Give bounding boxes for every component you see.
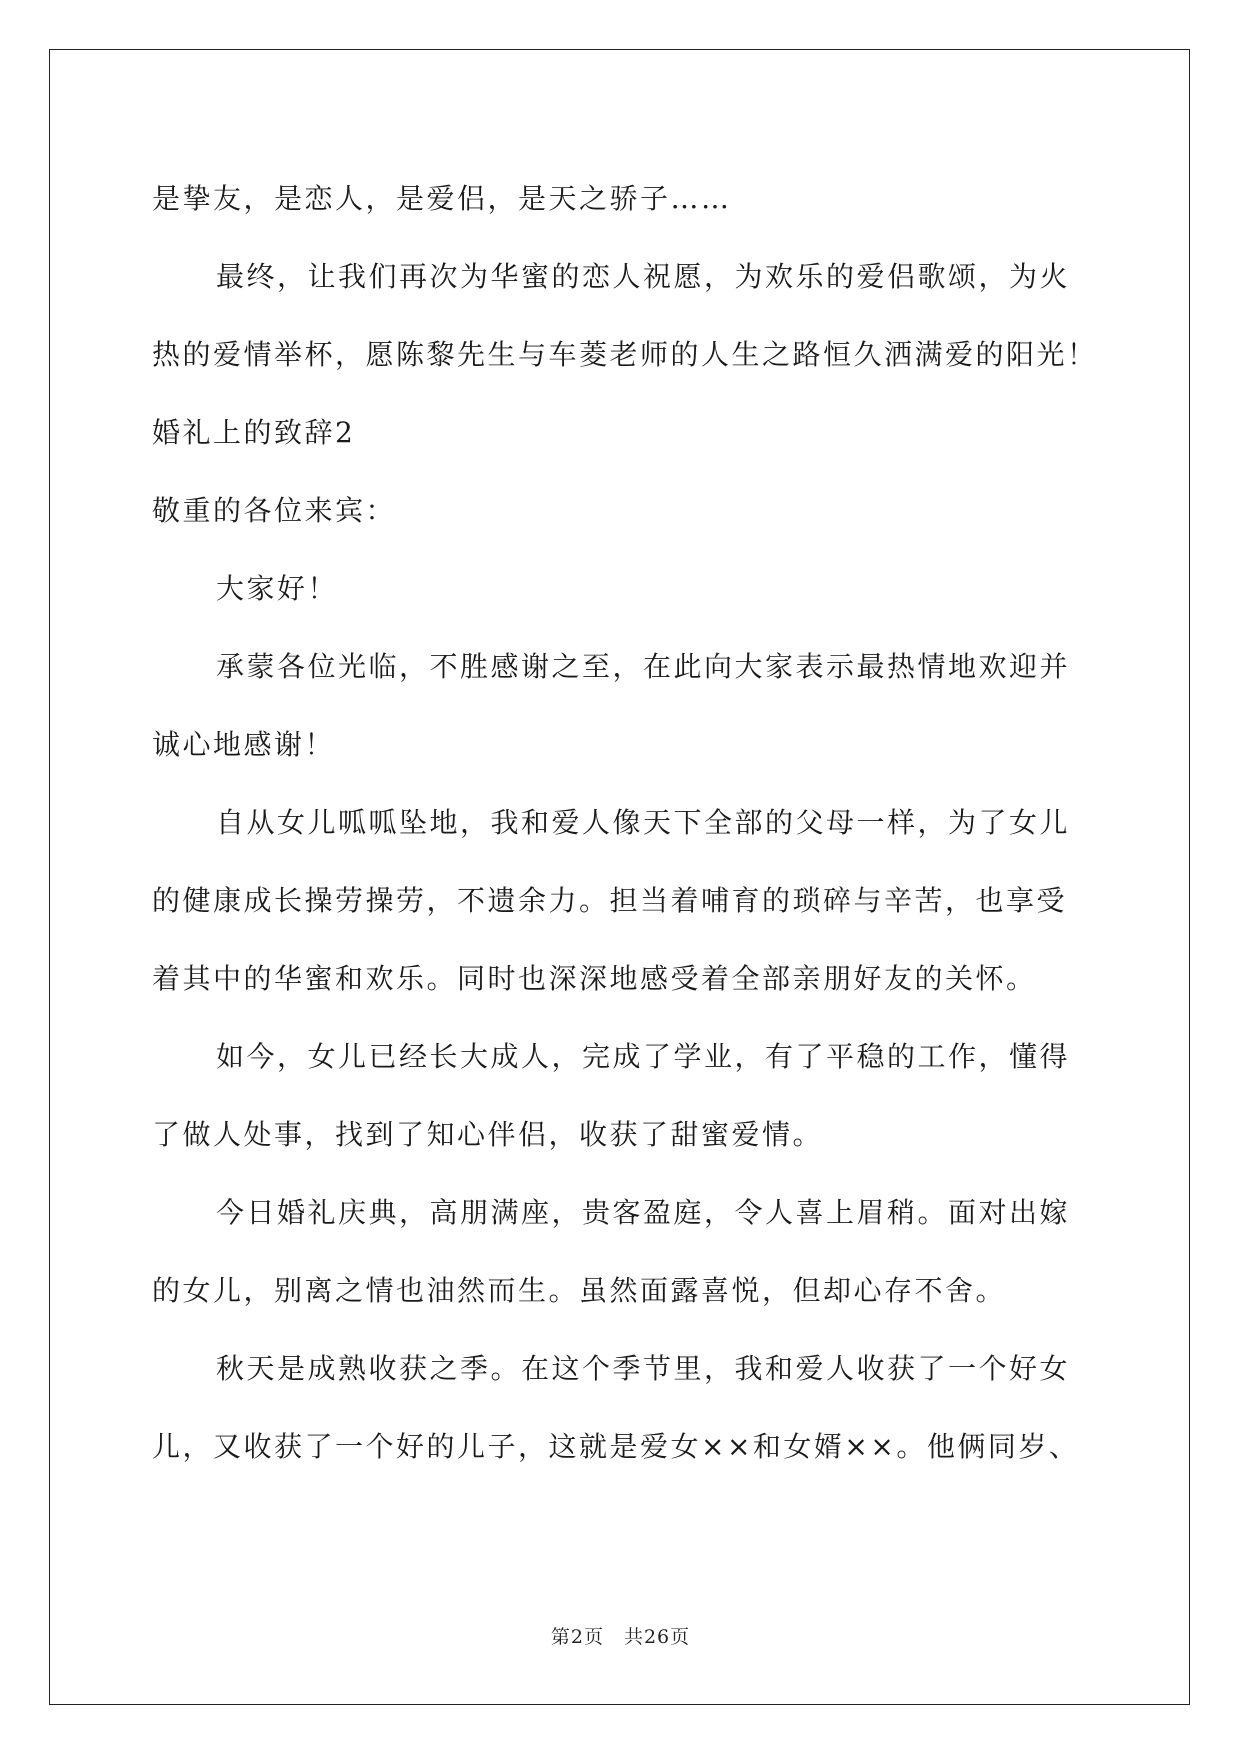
greeting: 大家好！ (216, 572, 339, 605)
text-line: 秋天是成熟收获之季。在这个季节里，我和爱人收获了一个好女 (216, 1352, 1071, 1385)
text-line: 诚心地感谢！ (152, 728, 336, 761)
text-line: 热的爱情举杯，愿陈黎先生与车菱老师的人生之路恒久洒满爱的阳光！ (152, 338, 1098, 371)
text-line: 如今，女儿已经长大成人，完成了学业，有了平稳的工作，懂得 (216, 1040, 1071, 1073)
page-number: 第2页 共26页 (550, 1626, 691, 1648)
text-line: 了做人处事，找到了知心伴侣，收获了甜蜜爱情。 (152, 1118, 824, 1151)
text-line: 儿，又收获了一个好的儿子，这就是爱女××和女婿××。他俩同岁、 (152, 1430, 1080, 1463)
text-line: 的女儿，别离之情也油然而生。虽然面露喜悦，但却心存不舍。 (152, 1274, 1007, 1307)
text-line: 今日婚礼庆典，高朋满座，贵客盈庭，令人喜上眉稍。面对出嫁 (216, 1196, 1071, 1229)
document-body (152, 160, 1098, 1486)
text-line: 的健康成长操劳操劳，不遗余力。担当着哺育的琐碎与辛苦，也享受 (152, 884, 1068, 917)
text-line: 着其中的华蜜和欢乐。同时也深深地感受着全部亲朋好友的关怀。 (152, 962, 1037, 995)
salutation: 敬重的各位来宾： (152, 494, 397, 527)
text-line: 是挚友，是恋人，是爱侣，是天之骄子…… (152, 182, 732, 215)
section-heading: 婚礼上的致辞2 (152, 416, 356, 449)
text-line: 自从女儿呱呱坠地，我和爱人像天下全部的父母一样，为了女儿 (216, 806, 1071, 839)
text-line: 承蒙各位光临，不胜感谢之至，在此向大家表示最热情地欢迎并 (216, 650, 1071, 683)
text-line: 最终，让我们再次为华蜜的恋人祝愿，为欢乐的爱侣歌颂，为火 (216, 260, 1071, 293)
